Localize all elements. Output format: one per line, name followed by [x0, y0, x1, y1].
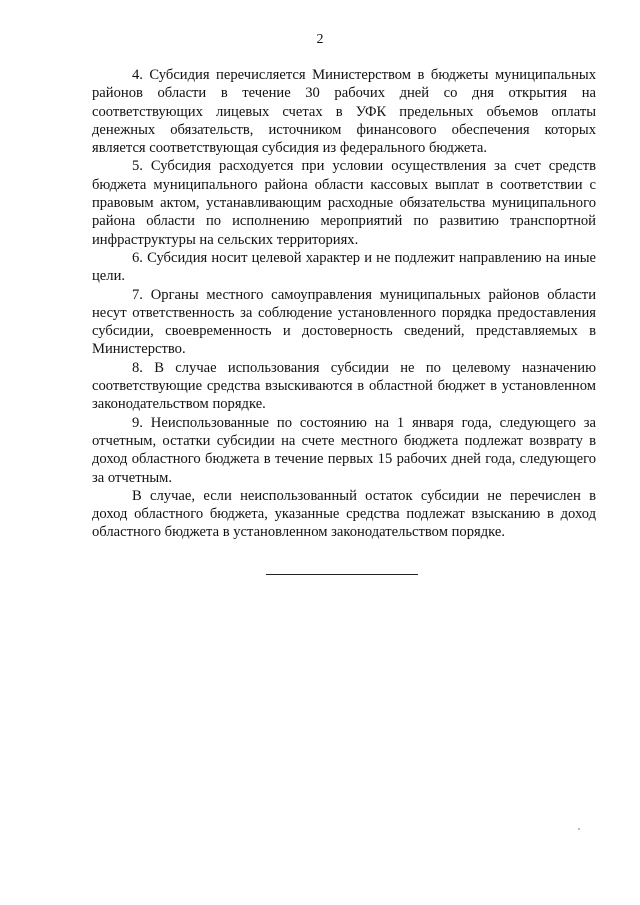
paragraph-9: 9. Неиспользованные по состоянию на 1 января года, следующего за отчетным, остатки субсидии на счете местного бюджета подлежат возврату в доход областного бюджета в течение первых 15 рабочих дней года, следующего за отчетным.	[92, 414, 596, 486]
document-body	[92, 66, 596, 542]
paragraph-8: 8. В случае использования субсидии не по целевому назначению соответствующие средства взыскиваются в областной бюджет в установленном законодательством порядке.	[92, 359, 596, 413]
paragraph-6: 6. Субсидия носит целевой характер и не подлежит направлению на иные цели.	[92, 249, 596, 285]
scan-speck	[578, 828, 580, 830]
end-divider-line	[266, 574, 418, 575]
paragraph-4: 4. Субсидия перечисляется Министерством в бюджеты муниципальных районов области в течение 30 рабочих дней со дня открытия на соответствующих лицевых счетах в УФК предельных объемов оплаты денежных обязательств, источником финансового обеспечения которых является соответствующая субсидия из федерального бюджета.	[92, 67, 596, 157]
paragraph-remainder: В случае, если неиспользованный остаток субсидии не перечислен в доход областного бюджета, указанные средства подлежат взысканию в доход областного бюджета в установленном законодательством порядке.	[92, 487, 596, 541]
paragraph-5: 5. Субсидия расходуется при условии осуществления за счет средств бюджета муниципального района области кассовых выплат в соответствии с правовым актом, устанавливающим расходные обязательства муниципального района области по исполнению мероприятий по развитию транспортной инфраструктуры на сельских территориях.	[92, 158, 596, 248]
page-number: 2	[316, 32, 324, 47]
paragraph-7: 7. Органы местного самоуправления муниципальных районов области несут ответственность за соблюдение установленного порядка предоставления субсидии, своевременность и достоверность сведений, представляемых в Министерство.	[92, 286, 596, 358]
